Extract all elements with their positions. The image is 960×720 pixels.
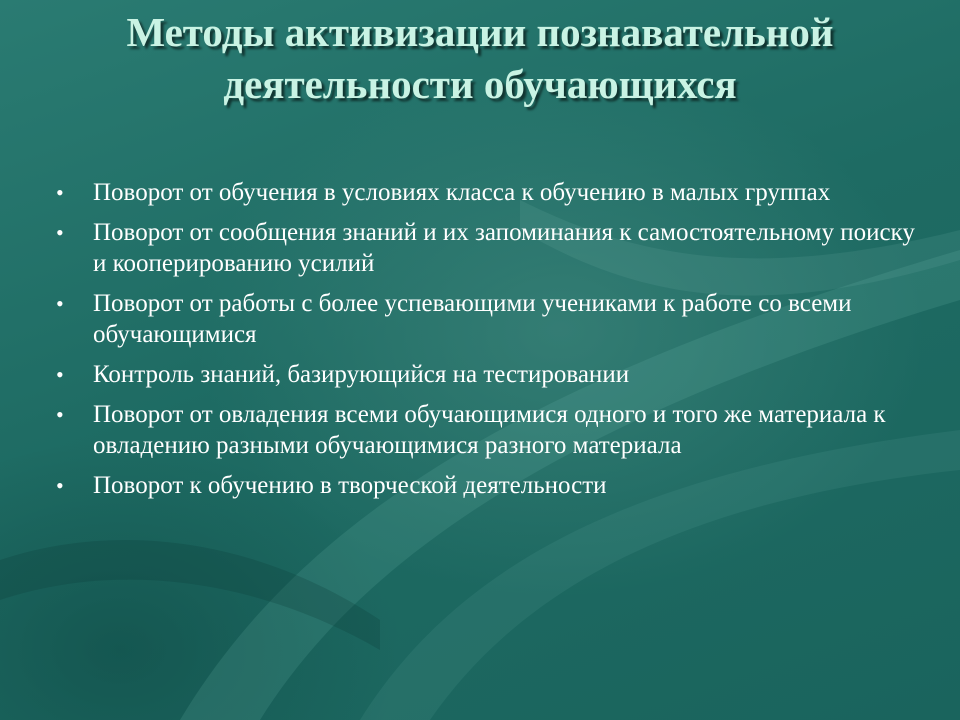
slide-title: Методы активизации познавательной деятельности обучающихся bbox=[126, 9, 834, 107]
bullet-list bbox=[56, 177, 916, 510]
bullet-icon: • bbox=[56, 291, 64, 316]
bullet-icon: • bbox=[56, 473, 64, 498]
bullet-text: Поворот к обучению в творческой деятельности bbox=[93, 472, 607, 499]
list-item bbox=[56, 288, 916, 350]
list-item bbox=[56, 399, 916, 461]
list-item bbox=[56, 470, 916, 501]
bullet-icon: • bbox=[56, 362, 64, 387]
bullet-text: Поворот от сообщения знаний и их запоминания к самостоятельному поиску и кооперированию усилий bbox=[93, 219, 915, 277]
bullet-icon: • bbox=[56, 220, 64, 245]
bullet-icon: • bbox=[56, 402, 64, 427]
list-item bbox=[56, 359, 916, 390]
list-item bbox=[56, 217, 916, 279]
bullet-text: Поворот от работы с более успевающими учениками к работе со всеми обучающимися bbox=[93, 290, 852, 348]
bullet-text: Контроль знаний, базирующийся на тестировании bbox=[93, 361, 630, 388]
bullet-text: Поворот от овладения всеми обучающимися одного и того же материала к овладению разными обучающимися разного материала bbox=[93, 401, 886, 459]
bullet-text: Поворот от обучения в условиях класса к обучению в малых группах bbox=[93, 179, 831, 206]
bullet-icon: • bbox=[56, 180, 64, 205]
list-item bbox=[56, 177, 916, 208]
